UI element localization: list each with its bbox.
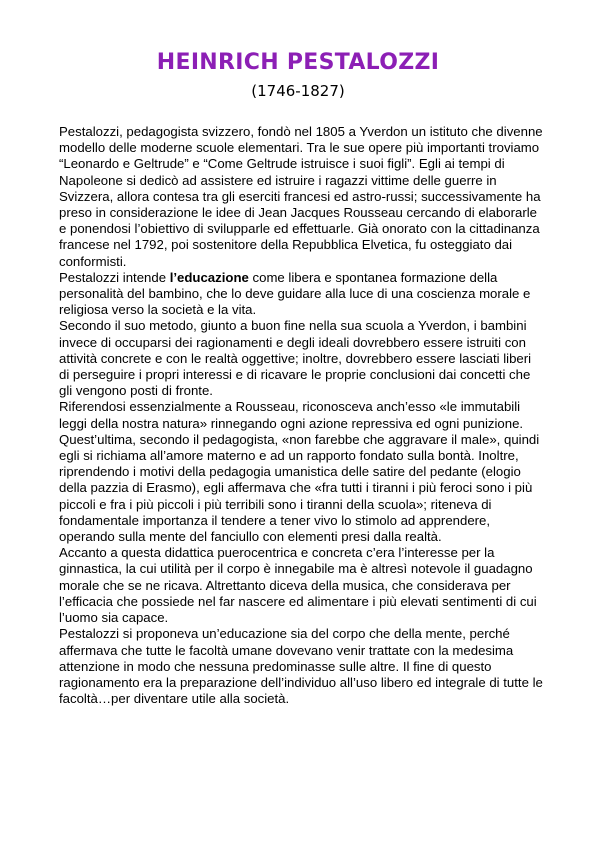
paragraph-2-bold-term: l’educazione <box>169 269 249 285</box>
paragraph-1: Pestalozzi, pedagogista svizzero, fondò nel 1805 a Yverdon un istituto che divenne modello delle moderne scuole elementari. Tra le sue opere più importanti troviamo “Leonardo e Geltrude” e “Come Geltrude istruisce i suoi figli”. Egli ai tempi di Napoleone si dedicò ad assistere ed istruire i ragazzi vittime delle guerre in Svizzera, allora contesa tra gli eserciti francesi ed astro-russi; successivamente ha preso in considerazione le idee di Jean Jacques Rousseau cercando di elaborarle e ponendosi l’obiettivo di svilupparle ed effettuarle. Già onorato con la cittadinanza francese nel 1792, poi sostenitore della Repubblica Elvetica, fu osteggiato dai conformisti. <box>59 124 543 269</box>
page-title: HEINRICH PESTALOZZI <box>156 50 440 75</box>
paragraph-2 <box>59 270 543 319</box>
document-body <box>59 124 543 707</box>
paragraph-2-text-start: Pestalozzi intende <box>59 269 170 285</box>
life-dates: (1746-1827) <box>251 82 345 100</box>
paragraph-5: Accanto a questa didattica puerocentrica e concreta c’era l’interesse per la ginnastica, la cui utilità per il corpo è innegabile ma è altresì notevole il guadagno morale che se ne ricava. Altrettanto diceva della musica, che considerava per l’efficacia che possiede nel far nascere ed alimentare i più elevati sentimenti di cui l’uomo sia capace. <box>59 545 537 626</box>
paragraph-6: Pestalozzi si proponeva un’educazione sia del corpo che della mente, perché affermava che tutte le facoltà umane dovevano venir trattate con la medesima attenzione in modo che nessuna predominasse sulle altre. Il fine di questo ragionamento era la preparazione dell’individuo all’uso libero ed integrale di tutte le facoltà…per diventare utile alla società. <box>59 626 543 707</box>
paragraph-3: Secondo il suo metodo, giunto a buon fine nella sua scuola a Yverdon, i bambini invece di occuparsi dei ragionamenti e degli ideali dovrebbero essere istruiti con attività concrete e con le realtà oggettive; inoltre, dovrebbero essere lasciati liberi di perseguire i propri interessi e di ricavare le proprie conclusioni dai concetti che gli vengono posti di fronte. <box>59 318 532 399</box>
paragraph-2-text-end: come libera e spontanea formazione della personalità del bambino, che lo deve guidare alla luce di una coscienza morale e religiosa verso la società e la vita. <box>59 269 531 318</box>
paragraph-4: Riferendosi essenzialmente a Rousseau, riconosceva anch’esso «le immutabili leggi della nostra natura» rinnegando ogni azione repressiva ed ogni punizione. Quest’ultima, secondo il pedagogista, «non farebbe che aggravare il male», quindi egli si richiama all’amore materno e ad un rapporto fondato sulla bontà. Inoltre, riprendendo i motivi della pedagogia umanistica delle satire del pedante (elogio della pazzia di Erasmo), egli affermava che «fra tutti i tiranni i più feroci sono i più piccoli e fra i più piccoli i più terribili sono i tiranni della scuola»; riteneva di fondamentale importanza il tendere a tener vivo lo stimolo ad apprendere, operando sulla mente del fanciullo con elementi presi dalla realtà. <box>59 399 540 545</box>
